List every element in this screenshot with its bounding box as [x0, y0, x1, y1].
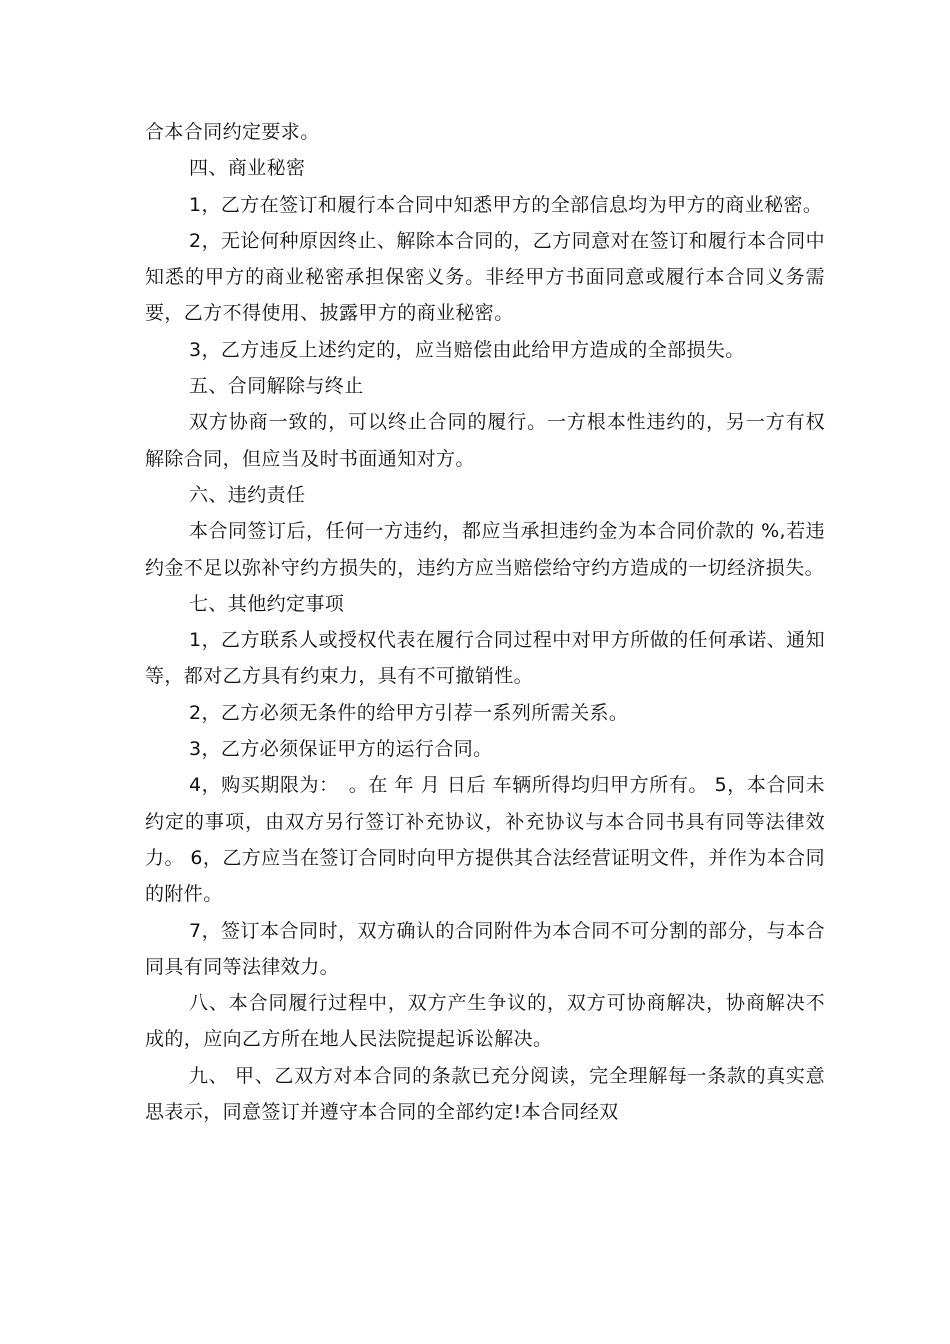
paragraph-continuation: 合本合同约定要求。	[145, 121, 320, 143]
section-heading-liability: 六、违约责任	[189, 483, 306, 506]
section-heading-trade-secrets: 四、商业秘密	[189, 157, 306, 180]
clause-paragraph: 1，乙方联系人或授权代表在履行合同过程中对甲方所做的任何承诺、通知等，都对乙方具有约束力，具有不可撤销性。	[145, 629, 825, 688]
section-paragraph-disputes: 八、本合同履行过程中，双方产生争议的，双方可协商解决，协商解决不成的，应向乙方所在地人民法院提起诉讼解决。	[145, 992, 825, 1051]
clause-paragraph: 本合同签订后，任何一方违约，都应当承担违约金为本合同价款的 %,若违约金不足以弥补守约方损失的，违约方应当赔偿给守约方造成的一切经济损失。	[145, 520, 825, 579]
section-heading-other-terms: 七、其他约定事项	[189, 592, 345, 615]
clause-paragraph: 1，乙方在签订和履行本合同中知悉甲方的全部信息均为甲方的商业秘密。	[189, 193, 823, 216]
clause-paragraph: 7，签订本合同时，双方确认的合同附件为本合同不可分割的部分，与本合同具有同等法律效力。	[145, 919, 825, 978]
clause-paragraph: 4，购买期限为： 。在 年 月 日后 车辆所得均归甲方所有。 5，本合同未约定的事项，由双方另行签订补充协议，补充协议与本合同书具有同等法律效力。 6，乙方应当在签订合同时向甲方提供其合法经营证明文件，并作为本合同的附件。	[145, 774, 825, 906]
document-body	[145, 114, 825, 1130]
clause-paragraph: 2，乙方必须无条件的给甲方引荐一系列所需关系。	[189, 701, 629, 724]
clause-paragraph: 双方协商一致的，可以终止合同的履行。一方根本性违约的，另一方有权解除合同，但应当及时书面通知对方。	[145, 411, 825, 470]
clause-paragraph: 2，无论何种原因终止、解除本合同的，乙方同意对在签订和履行本合同中知悉的甲方的商业秘密承担保密义务。非经甲方书面同意或履行本合同义务需要，乙方不得使用、披露甲方的商业秘密。	[145, 229, 825, 325]
clause-paragraph: 3，乙方违反上述约定的，应当赔偿由此给甲方造成的全部损失。	[189, 338, 745, 361]
clause-paragraph: 3，乙方必须保证甲方的运行合同。	[189, 738, 493, 761]
section-paragraph-acknowledgement: 九、 甲、乙双方对本合同的条款已充分阅读，完全理解每一条款的真实意思表示，同意签订并遵守本合同的全部约定!本合同经双	[145, 1064, 825, 1124]
section-heading-termination: 五、合同解除与终止	[189, 375, 364, 398]
